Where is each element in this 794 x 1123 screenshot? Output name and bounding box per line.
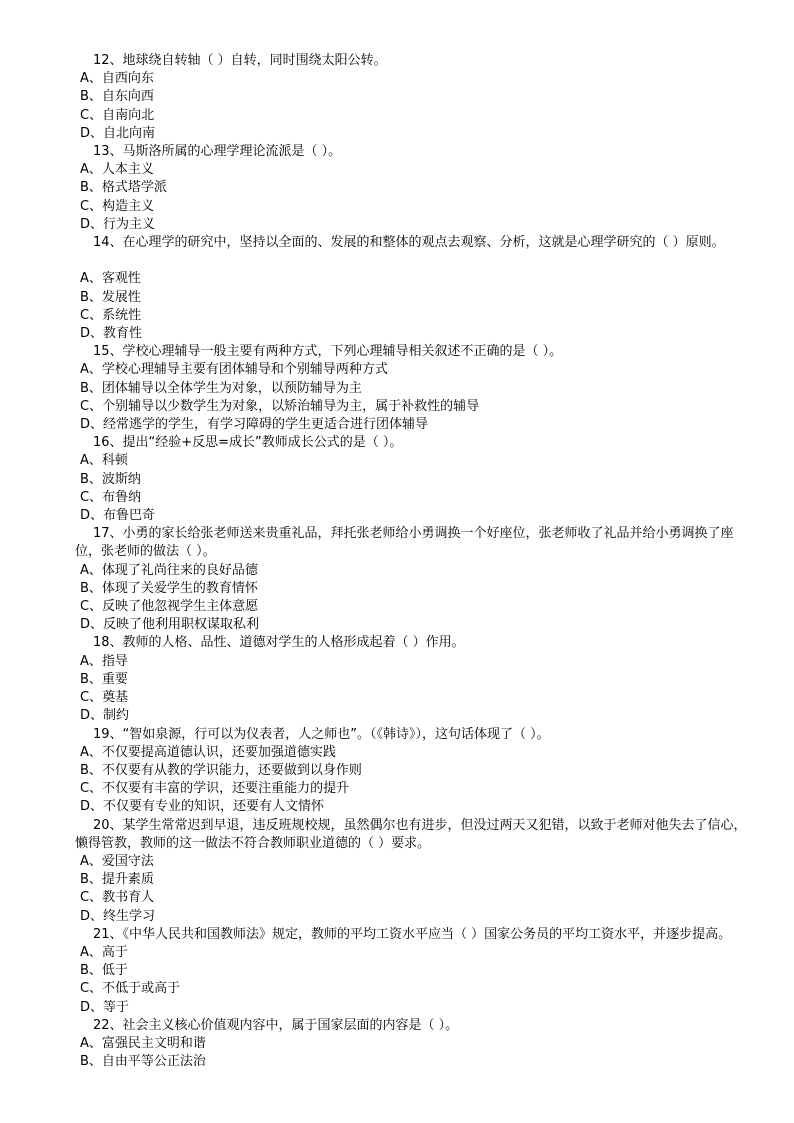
question-stem: 12、地球绕自转轴（ ）自转，同时围绕太阳公转。 (93, 53, 387, 68)
answer-option: D、经常逃学的学生，有学习障碍的学生更适合进行团体辅导 (80, 417, 429, 433)
question-block (75, 634, 747, 725)
question-stem: 22、社会主义核心价值观内容中，属于国家层面的内容是（ ）。 (93, 1017, 459, 1033)
answer-option: C、构造主义 (80, 198, 155, 214)
question-block (75, 926, 747, 1017)
answer-option: B、不仅要有从教的学识能力，还要做到以身作则 (80, 762, 362, 778)
question-stem: 16、提出“经验+反思=成长”教师成长公式的是（ ）。 (93, 435, 403, 451)
answer-option: C、布鲁纳 (80, 489, 142, 505)
answer-option: A、客观性 (80, 271, 141, 287)
answer-option: D、反映了他利用职权谋取私利 (80, 617, 260, 633)
question-stem: 13、马斯洛所属的心理学理论流派是（ ）。 (93, 144, 342, 160)
question-block (75, 817, 747, 926)
answer-option: A、学校心理辅导主要有团体辅导和个别辅导两种方式 (80, 362, 388, 378)
answer-option: A、高于 (80, 944, 128, 960)
answer-option: A、人本主义 (80, 162, 154, 178)
answer-option: C、个别辅导以少数学生为对象，以矫治辅导为主，属于补救性的辅导 (80, 398, 480, 414)
answer-option: C、不仅要有丰富的学识，还要注重能力的提升 (80, 781, 350, 797)
answer-option: A、科顿 (80, 453, 128, 469)
answer-option: D、制约 (80, 708, 130, 724)
question-stem: 21、《中华人民共和国教师法》规定，教师的平均工资水平应当（ ）国家公务员的平均工资水平，并逐步提高。 (93, 926, 732, 942)
answer-option: D、等于 (80, 999, 130, 1015)
question-block (75, 726, 747, 817)
answer-option: B、提升素质 (80, 872, 154, 888)
answer-option: B、发展性 (80, 289, 141, 305)
answer-option: A、自西向东 (80, 71, 154, 87)
answer-option: C、奠基 (80, 690, 129, 706)
answer-option: D、终生学习 (80, 908, 156, 924)
answer-option: C、系统性 (80, 307, 142, 323)
answer-option: D、不仅要有专业的知识，还要有人文情怀 (80, 799, 325, 815)
answer-option: C、反映了他忽视学生主体意愿 (80, 599, 259, 615)
answer-option: A、指导 (80, 653, 128, 669)
answer-option: B、重要 (80, 671, 128, 687)
document-body (75, 52, 747, 1071)
answer-option: B、自东向西 (80, 89, 154, 105)
answer-option: B、波斯纳 (80, 471, 141, 487)
answer-option: B、格式塔学派 (80, 180, 167, 196)
question-stem: 15、学校心理辅导一般主要有两种方式，下列心理辅导相关叙述不正确的是（ ）。 (93, 344, 563, 360)
answer-option: A、不仅要提高道德认识，还要加强道德实践 (80, 744, 336, 760)
question-stem: 20、某学生常常迟到早退，违反班规校规，虽然偶尔也有进步，但没过两天又犯错，以致于老师对他失去了信心，懒得管教，教师的这一做法不符合教师职业道德的（ ）要求。 (75, 817, 747, 851)
answer-option: A、富强民主文明和谐 (80, 1035, 206, 1051)
answer-option: B、体现了关爱学生的教育情怀 (80, 580, 258, 596)
question-block (75, 434, 747, 525)
blank-line (75, 252, 747, 270)
answer-option: D、布鲁巴奇 (80, 508, 156, 524)
question-stem: 18、教师的人格、品性、道德对学生的人格形成起着（ ）作用。 (93, 635, 465, 651)
question-block (75, 343, 747, 434)
question-stem: 19、“智如泉源，行可以为仪表者，人之师也”。（《韩诗》），这句话体现了（ ）。 (93, 726, 550, 742)
question-block (75, 143, 747, 234)
question-block (75, 1017, 747, 1072)
answer-option: C、教书育人 (80, 890, 155, 906)
answer-option: C、自南向北 (80, 107, 155, 123)
answer-option: D、自北向南 (80, 125, 156, 141)
question-stem: 14、在心理学的研究中，坚持以全面的、发展的和整体的观点去观察、分析，这就是心理学研究的（ ）原则。 (93, 235, 725, 251)
answer-option: A、爱国守法 (80, 853, 154, 869)
answer-option: B、自由平等公正法治 (80, 1054, 206, 1070)
question-block (75, 52, 747, 143)
question-block (75, 525, 747, 634)
answer-option: B、低于 (80, 963, 128, 979)
answer-option: D、行为主义 (80, 216, 156, 232)
answer-option: A、体现了礼尚往来的良好品德 (80, 562, 258, 578)
answer-option: C、不低于或高于 (80, 981, 181, 997)
question-stem: 17、小勇的家长给张老师送来贵重礼品，拜托张老师给小勇调换一个好座位，张老师收了礼品并给小勇调换了座位，张老师的做法（ ）。 (75, 526, 734, 560)
answer-option: B、团体辅导以全体学生为对象，以预防辅导为主 (80, 380, 362, 396)
question-block (75, 234, 747, 343)
answer-option: D、教育性 (80, 326, 143, 342)
